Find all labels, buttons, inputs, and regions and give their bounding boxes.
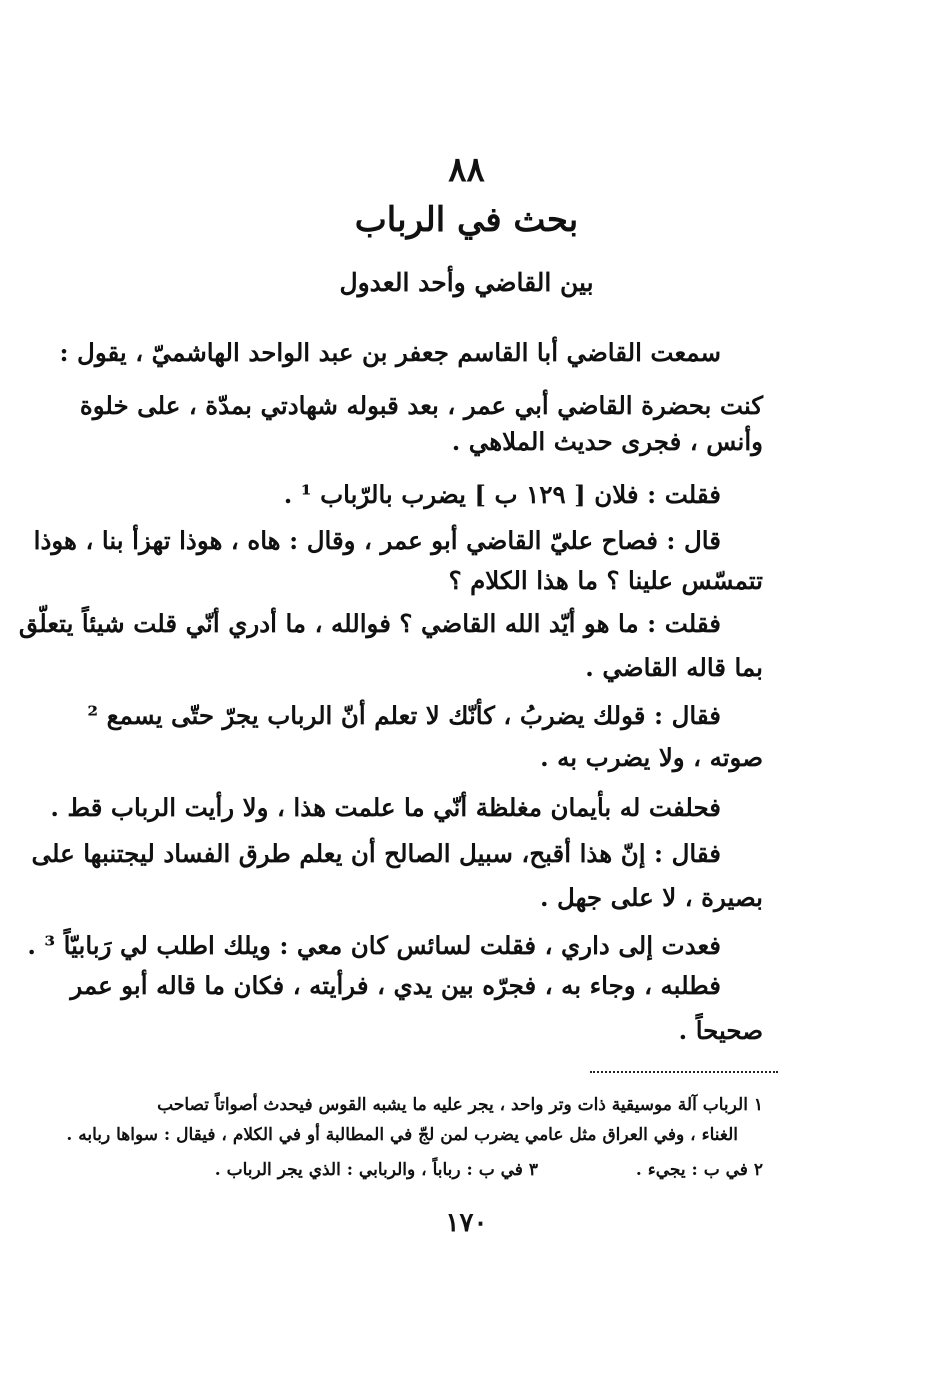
body-line: فعدت إلى داري ، فقلت لسائس كان معي : ويلك اطلب لي رَبابيّاً ³ . xyxy=(27,931,721,960)
body-line: فحلفت له بأيمان مغلظة أنّي ما علمت هذا ، ولا رأيت الرباب قط . xyxy=(50,793,721,822)
footnote-line: ٣ في ب : رباباً ، والربابي : الذي يجر الرباب . xyxy=(214,1160,538,1180)
body-line: فقلت : ما هو أيّد الله القاضي ؟ فوالله ، ما أدري أنّي قلت شيئاً يتعلّق xyxy=(18,609,721,638)
page-number: ١٧٠ xyxy=(445,1208,488,1238)
body-line: سمعت القاضي أبا القاسم جعفر بن عبد الواحد الهاشميّ ، يقول : xyxy=(59,338,721,367)
body-line: صحيحاً . xyxy=(678,1016,763,1045)
body-line: بما قاله القاضي . xyxy=(585,653,763,682)
body-line: بصيرة ، لا على جهل . xyxy=(539,883,763,912)
body-line: كنت بحضرة القاضي أبي عمر ، بعد قبوله شهادتي بمدّة ، على خلوة xyxy=(79,391,763,420)
footnote-line: ٢ في ب : يجيء . xyxy=(635,1160,763,1180)
body-line: صوته ، ولا يضرب به . xyxy=(540,743,763,772)
body-line: وأنس ، فجرى حديث الملاهي . xyxy=(451,427,763,456)
footnote-line: الغناء ، وفي العراق مثل عامي يضرب لمن لجّ في المطالبة أو في الكلام ، فيقال : سواها ربابه . xyxy=(66,1125,738,1145)
chapter-subtitle: بين القاضي وأحد العدول xyxy=(339,268,594,297)
body-line: فقال : قولك يضربُ ، كأنّك لا تعلم أنّ الرباب يجرّ حتّى يسمع ² xyxy=(87,701,721,730)
footnote-line: ١ الرباب آلة موسيقية ذات وتر واحد ، يجر عليه ما يشبه القوس فيحدث أصواتاً تصاحب xyxy=(157,1095,763,1115)
body-line: تتمسّس علينا ؟ ما هذا الكلام ؟ xyxy=(448,566,763,595)
body-line: فقال : إنّ هذا أقبح، سبيل الصالح أن يعلم طرق الفساد ليجتنبها على xyxy=(31,839,721,868)
footnote-divider xyxy=(590,1071,778,1073)
chapter-number: ٨٨ xyxy=(448,150,485,190)
body-line: فطلبه ، وجاء به ، فجرّه بين يدي ، فرأيته ، فكان ما قاله أبو عمر xyxy=(70,971,721,1000)
body-line: قال : فصاح عليّ القاضي أبو عمر ، وقال : هاه ، هوذا تهزأ بنا ، هوذا xyxy=(33,526,721,555)
chapter-title: بحث في الرباب xyxy=(354,200,579,240)
body-line: فقلت : فلان [ ١٢٩ ب ] يضرب بالرّباب ¹ . xyxy=(283,480,721,509)
